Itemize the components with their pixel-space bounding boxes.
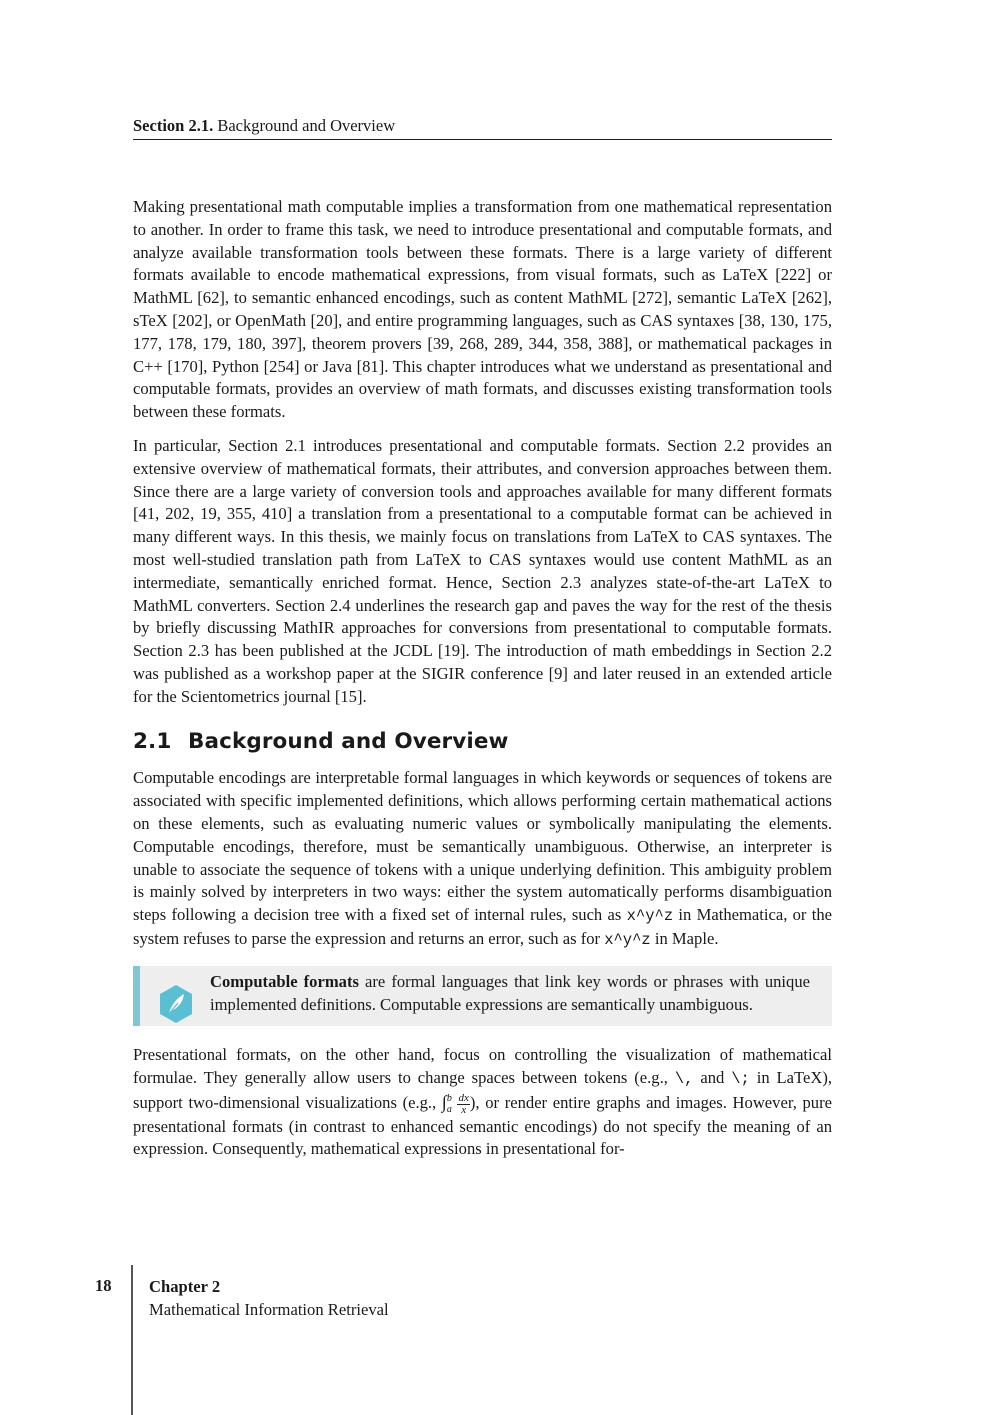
running-header [133, 116, 832, 140]
chapter-title: Mathematical Information Retrieval [149, 1299, 389, 1319]
footer-rule [131, 1265, 133, 1415]
text-run: in Mathematica, or the system refuses to parse the expression and returns an error, such as for [133, 905, 833, 948]
definition-callout [133, 966, 832, 1027]
text-run: in LaTeX), support two-dimensional visualizations (e.g., [133, 1068, 833, 1112]
intro-paragraph-2: In particular, Section 2.1 introduces presentational and computable formats. Section 2.2 provides an extensive overview of mathematical formats, their attributes, and conversion approaches between them. Since there are a large variety of conversion tools and approaches available for many different formats [41, 202, 19, 355, 410] a translation from a presentational to a computable format can be achieved in many different ways. In this thesis, we mainly focus on translations from LaTeX to CAS syntaxes. The most well-studied translation path from LaTeX to CAS syntaxes would use content MathML as an intermediate, semantically enriched format. Hence, Section 2.3 analyzes state-of-the-art LaTeX to MathML converters. Section 2.4 underlines the research gap and paves the way for the rest of the thesis by briefly discussing MathIR approaches for conversions from presentational to computable formats. Section 2.3 has been published at the JCDL [19]. The introduction of math embeddings in Section 2.2 was published as a workshop paper at the SIGIR conference [9] and later reused in an extended article for the Scientometrics journal [15]. [133, 435, 832, 706]
code-snippet: x^y^z [604, 930, 651, 949]
callout-term: Computable formats [210, 971, 359, 991]
page-number: 18 [95, 1276, 112, 1295]
code-snippet: x^y^z [626, 907, 674, 926]
intro-paragraph-1: Making presentational math computable implies a transformation from one mathematical representation to another. In order to frame this task, we need to introduce presentational and computable formats, and analyze available transformation tools between these formats. There is a large variety of different formats available to encode mathematical expressions, from visual formats, such as LaTeX [222] or MathML [62], to semantic enhanced encodings, such as content MathML [272], semantic LaTeX [262], sTeX [202], or OpenMath [20], and entire programming languages, such as CAS syntaxes [38, 130, 175, 177, 178, 179, 180, 397], theorem provers [39, 268, 289, 344, 358, 388], or mathematical packages in C++ [170], Python [254] or Java [81]. This chapter introduces what we understand as presentational and computable formats, provides an overview of math formats, and discusses existing transformation tools between these formats. [133, 197, 832, 422]
section-title: Background and Overview [188, 728, 509, 754]
text-run: ), or render entire graphs and images. However, pure presentational formats (in contrast to enhanced semantic encodings) do not specify the meaning of an expression. Consequently, mathematical expressions in presentational for- [133, 1092, 832, 1159]
header-section-label: Section 2.1. [133, 116, 214, 135]
callout-text: are formal languages that link key words or phrases with unique implemented definitions. Computable expressions are semantically unambiguous. [210, 971, 811, 1014]
page-body [133, 196, 832, 1172]
section-paragraph-1 [133, 767, 832, 951]
code-snippet: \, [674, 1070, 694, 1089]
text-run: in Maple. [654, 928, 719, 948]
code-snippet: \; [731, 1070, 750, 1089]
integral-limits [447, 1093, 452, 1115]
integral-sign: ∫ [441, 1091, 447, 1112]
integral-lower: a [446, 1104, 452, 1116]
text-run: Presentational formats, on the other hand, focus on controlling the visualization of mathematical formulae. They generally allow users to change spaces between tokens (e.g., [133, 1045, 832, 1088]
fraction-numerator: dx [458, 1091, 469, 1104]
text-run: and [700, 1068, 725, 1088]
fraction [457, 1093, 469, 1116]
section-number: 2.1 [133, 728, 172, 754]
footer-chapter [149, 1276, 389, 1322]
chapter-label: Chapter 2 [149, 1277, 221, 1296]
header-section-title: Background and Overview [217, 116, 396, 135]
integral-upper: b [446, 1093, 452, 1105]
closing-paragraph [133, 1044, 832, 1161]
feather-hexagon-icon [158, 984, 194, 1024]
text-run: Computable encodings are interpretable formal languages in which keywords or sequences of tokens are associated with specific implemented definitions, which allows performing certain mathematical actions on these elements, such as evaluating numeric values or symbolically manipulating the elements. Computable encodings, therefore, must be semantically unambiguous. Otherwise, an interpreter is unable to associate the sequence of tokens with a unique underlying definition. This ambiguity problem is mainly solved by interpreters in two ways: either the system automatically performs disambiguation steps following a decision tree with a fixed set of internal rules, such as [133, 768, 832, 925]
fraction-denominator: x [461, 1103, 467, 1116]
section-heading [133, 728, 832, 754]
